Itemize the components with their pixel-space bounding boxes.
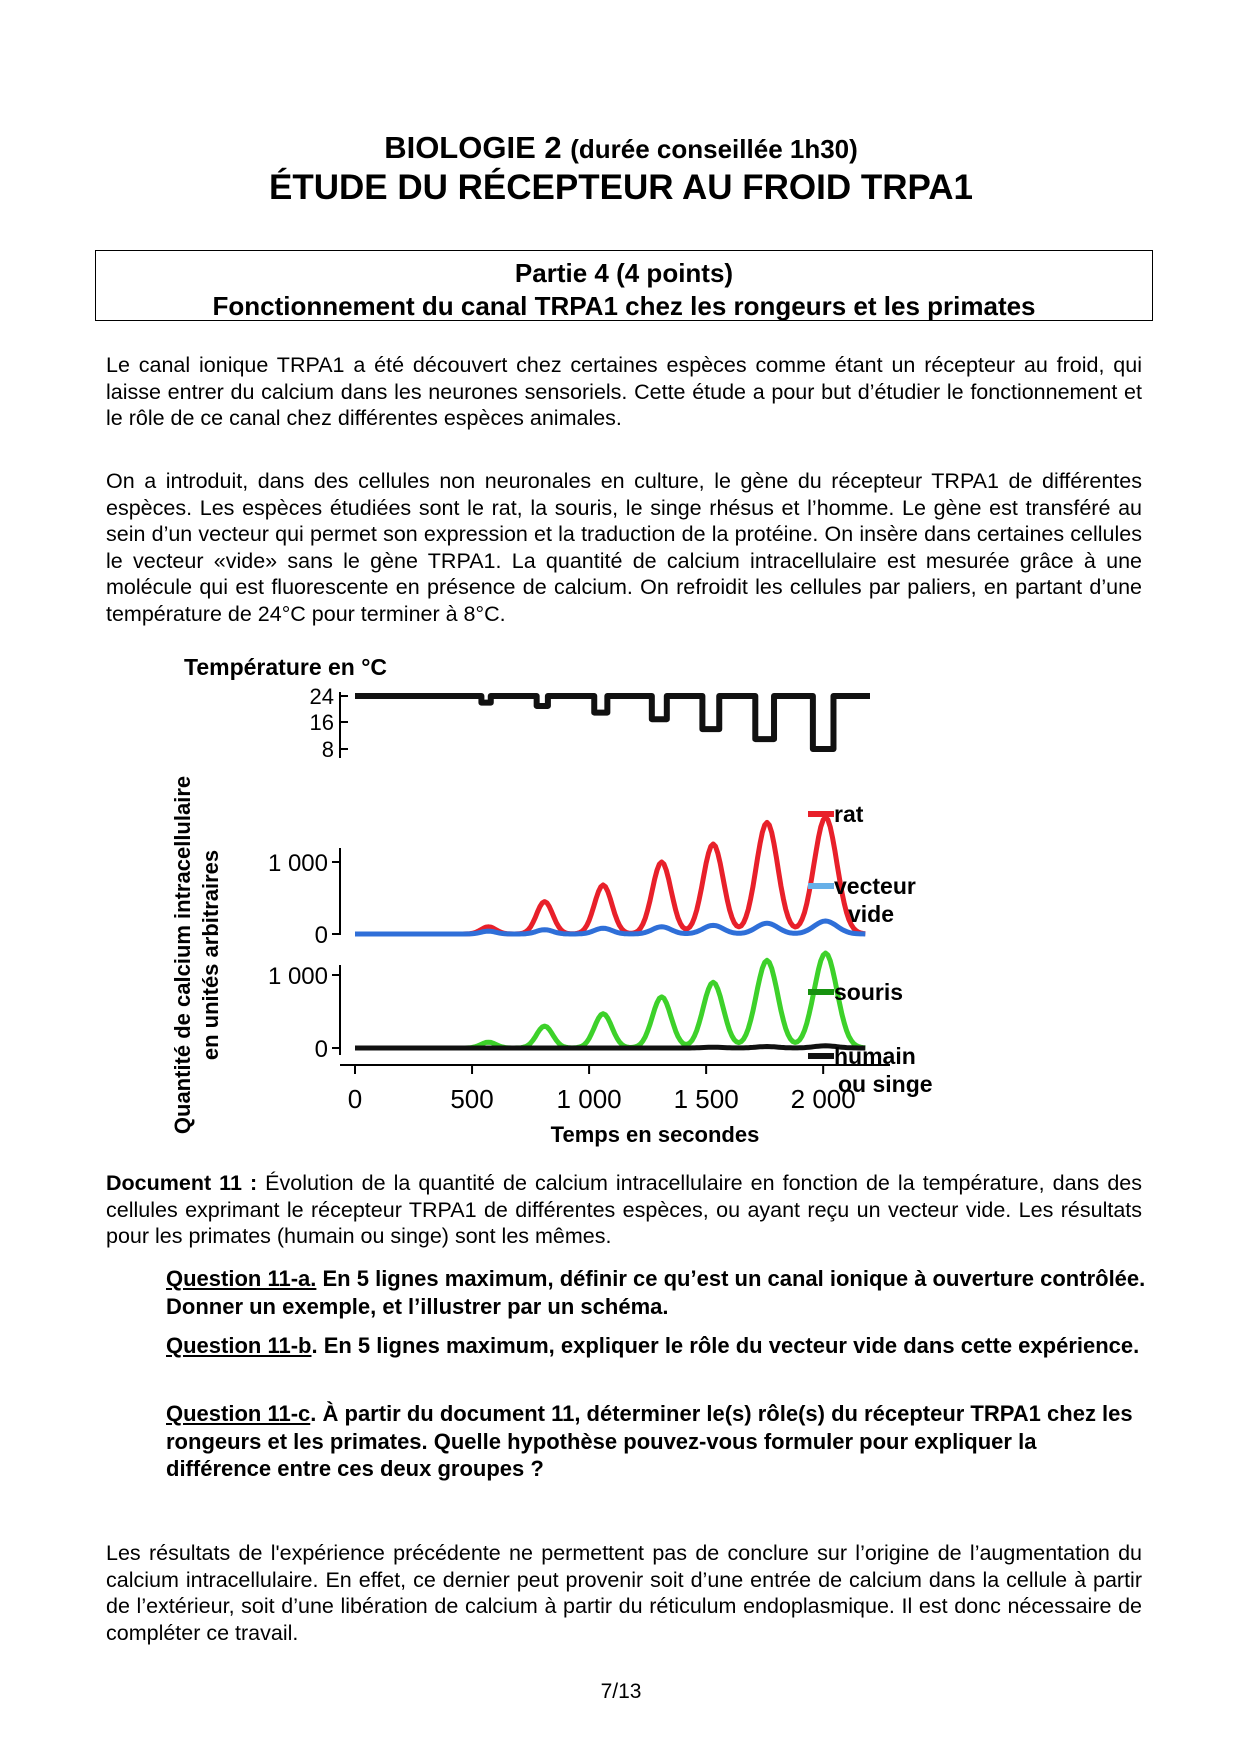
part-header-box: [95, 250, 1153, 321]
intro-paragraph: Le canal ionique TRPA1 a été découvert chez certaines espèces comme étant un récepteur au froid, qui laisse entrer du calcium dans les neurones sensoriels. Cette étude a pour but d’étudier le fonctionnement et le rôle de ce canal chez différentes espèces animales.: [106, 353, 1142, 430]
top-y-tick-label: 1 000: [267, 850, 328, 877]
temperature-tick-label: 8: [321, 737, 334, 762]
page-number: 7/13: [600, 1680, 642, 1703]
document-subtitle: ÉTUDE DU RÉCEPTEUR AU FROID TRPA1: [269, 168, 973, 207]
legend-label: vecteur: [834, 873, 916, 899]
temperature-tick-label: 24: [309, 684, 334, 709]
calcium-chart: [160, 650, 1080, 1170]
title-duration: (durée conseillée 1h30): [570, 134, 858, 164]
question-11c-label: Question 11-c: [166, 1401, 311, 1426]
document-11-figure: [160, 650, 1080, 1170]
document-11-caption: [106, 1170, 1142, 1250]
question-11c: [166, 1400, 1146, 1483]
question-11a-label: Question 11-a.: [166, 1266, 317, 1291]
legend-label: humain: [834, 1043, 916, 1069]
bottom-y-tick-label: 0: [314, 1036, 328, 1063]
y-axis-label-line2: en unités arbitraires: [198, 849, 223, 1061]
x-axis-label: Temps en secondes: [550, 1122, 760, 1147]
part-label: Partie 4 (4 points): [514, 258, 734, 288]
y-axis-label-line1: Quantité de calcium intracellulaire: [170, 775, 195, 1135]
document-title: [0, 130, 1242, 166]
caption-text: Évolution de la quantité de calcium intracellulaire en fonction de la température, dans des cellules exprimant le récepteur TRPA1 de différentes espèces, ou ayant reçu un vecteur vide. Les résultats pour les primates (humain ou singe) sont les mêmes.: [106, 1171, 1142, 1248]
question-11b-text: . En 5 lignes maximum, expliquer le rôle du vecteur vide dans cette expérience.: [311, 1333, 1140, 1358]
conclusion-paragraph: Les résultats de l'expérience précédente ne permettent pas de conclure sur l’origine de l’augmentation du calcium intracellulaire. En effet, ce dernier peut provenir soit d’une entrée de calcium dans la cellule à partir de l’extérieur, soit d’une libération de calcium à partir du réticulum endoplasmique. Il est donc nécessaire de compléter ce travail.: [106, 1541, 1142, 1645]
temperature-title: Température en °C: [184, 654, 388, 680]
question-11b: [166, 1332, 1146, 1360]
legend-label: rat: [834, 801, 864, 827]
part-title: Fonctionnement du canal TRPA1 chez les rongeurs et les primates: [212, 291, 1036, 321]
x-tick-label: 500: [450, 1084, 494, 1114]
temperature-trace: [355, 696, 870, 749]
question-11c-text: . À partir du document 11, déterminer le(s) rôle(s) du récepteur TRPA1 chez les rongeurs et les primates. Quelle hypothèse pouvez-vous formuler pour expliquer la différence entre ces deux groupes ?: [166, 1401, 1133, 1481]
question-11a: [166, 1265, 1146, 1320]
top-y-tick-label: 0: [314, 922, 328, 949]
caption-label: Document 11 :: [106, 1171, 258, 1195]
question-11a-text: En 5 lignes maximum, définir ce qu’est un canal ionique à ouverture contrôlée. Donner un exemple, et l’illustrer par un schéma.: [166, 1266, 1146, 1319]
bottom-y-tick-label: 1 000: [267, 963, 328, 990]
series-line-humain-ou-singe: [355, 1046, 865, 1048]
protocol-paragraph: On a introduit, dans des cellules non neuronales en culture, le gène du récepteur TRPA1 de différentes espèces. Les espèces étudiées sont le rat, la souris, le singe rhésus et l’homme. Le gène est transféré au sein d’un vecteur qui permet son expression et la traduction de la protéine. On insère dans certaines cellules le vecteur «vide» sans le gène TRPA1. La quantité de calcium intracellulaire est mesurée grâce à une molécule qui est fluorescente en présence de calcium. On refroidit les cellules par paliers, en partant d’une température de 24°C pour terminer à 8°C.: [106, 469, 1142, 626]
x-tick-label: 0: [347, 1084, 363, 1114]
legend-label: souris: [834, 979, 904, 1005]
temperature-tick-label: 16: [309, 710, 334, 735]
x-tick-label: 1 000: [556, 1084, 622, 1114]
legend-label-line2: ou singe: [838, 1071, 933, 1097]
series-line-rat: [355, 817, 865, 934]
x-tick-label: 1 500: [673, 1084, 739, 1114]
question-11b-label: Question 11-b: [166, 1333, 312, 1358]
x-tick-label: 2 000: [790, 1084, 856, 1114]
legend-label-line2: vide: [848, 901, 895, 927]
series-line-souris: [355, 953, 865, 1048]
title-main: BIOLOGIE 2: [384, 130, 562, 165]
